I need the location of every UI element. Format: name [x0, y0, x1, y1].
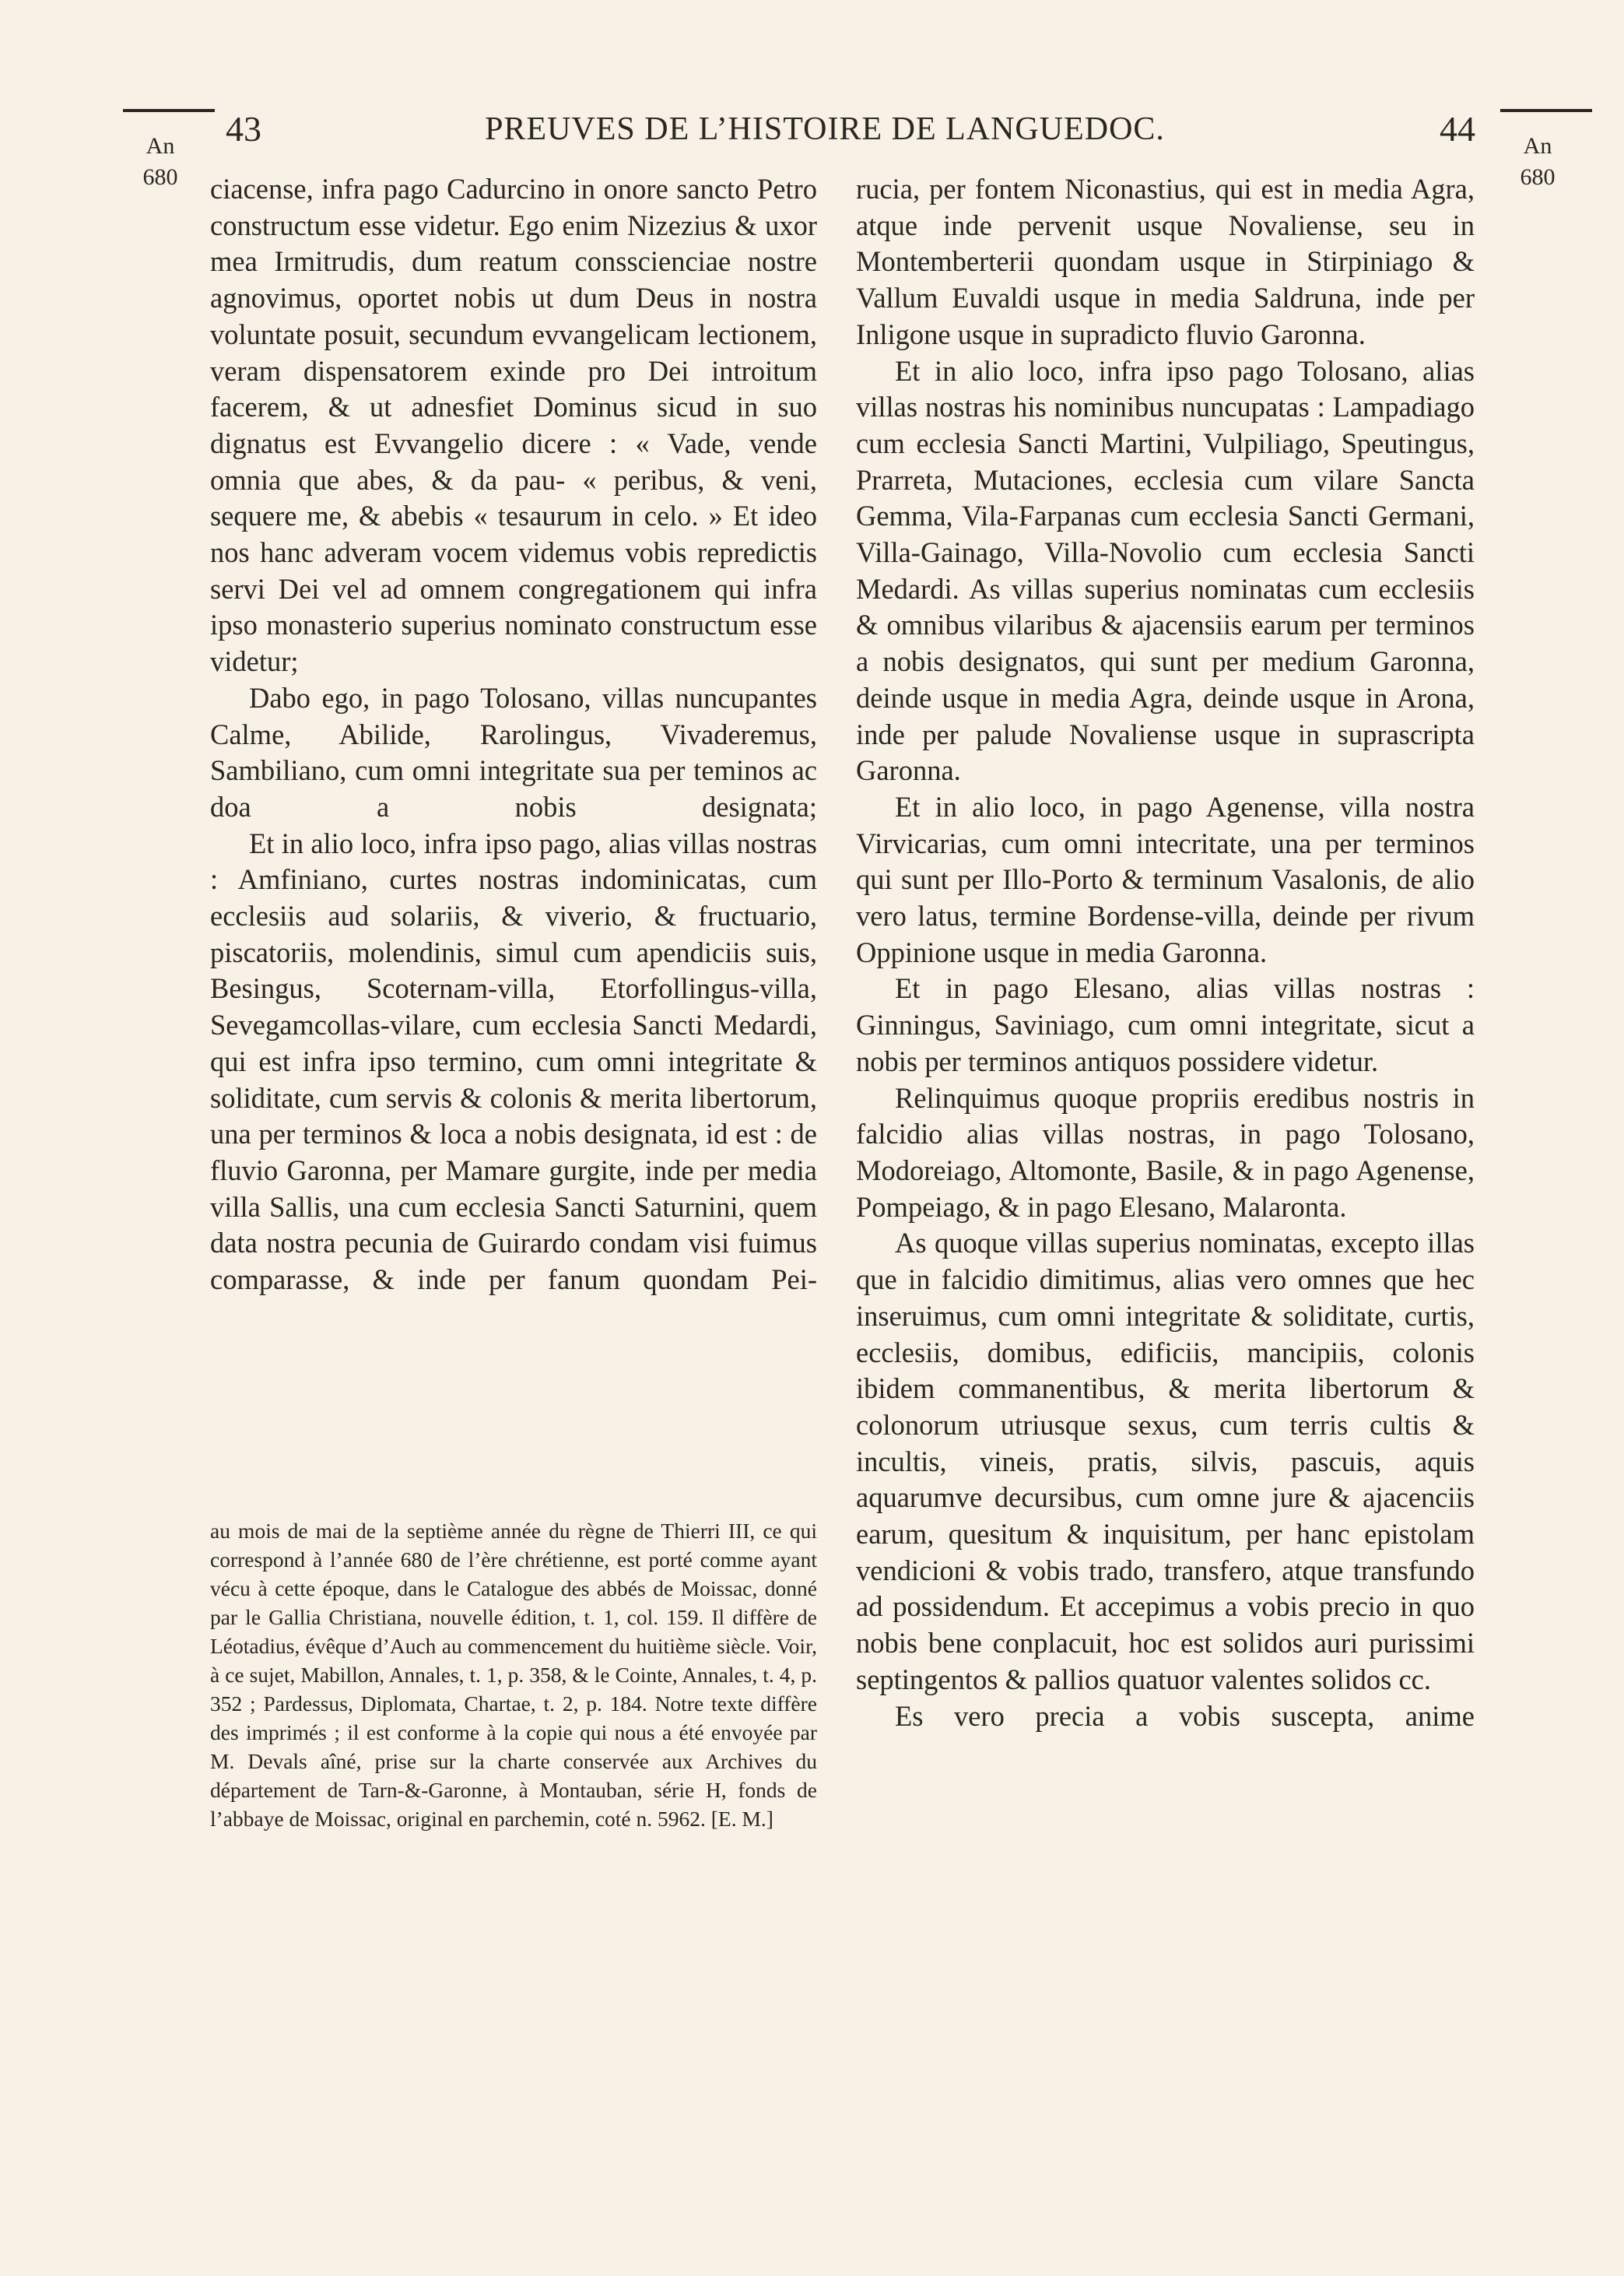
- left-margin-label: An: [146, 133, 175, 159]
- right-paragraph-5: Relinquimus quoque propriis eredibus nostris in falcidio alias villas nostras, in pago Tolosano, Modoreiago, Altomonte, Basile, & in pago Agenense, Pompeiago, & in pago Elesano, Malaronta.: [856, 1081, 1475, 1223]
- left-page-number: 43: [226, 109, 261, 149]
- right-margin-year-value: 680: [1520, 164, 1556, 190]
- right-paragraph-1: rucia, per fontem Niconastius, qui est in media Agra, atque inde pervenit usque Novaliense, seu in Montemberterii quondam usque in Stirpiniago & Vallum Euvaldi usque in media Saldruna, inde per Inligone usque in supradicto fluvio Garonna.: [856, 173, 1475, 350]
- left-column: [210, 171, 817, 1298]
- right-page-number: 44: [1440, 109, 1475, 149]
- left-paragraph-3: Et in alio loco, infra ipso pago, alias villas nostras : Amfiniano, curtes nostras indominicatas, cum ecclesiis aud solariis, & viverio, & fructuario, piscatoriis, molendinis, simul cum apendiciis suis, Besingus, Scoternam-villa, Etorfollingus-villa, Sevegamcollas-vilare, cum ecclesia Sancti Medardi, qui est infra ipso termino, cum omni integritate & soliditate, cum servis & colonis & merita libertorum, una per terminos & loca a nobis designata, id est : de fluvio Garonna, per Mamare gurgite, inde per media villa Sallis, una cum ecclesia Sancti Saturnini, quem data nostra pecunia de Guirardo condam visi fuimus comparasse, & inde per fanum quondam Pei-: [210, 827, 817, 1296]
- right-margin-rule: [1500, 109, 1592, 112]
- left-paragraph-1: ciacense, infra pago Cadurcino in onore sancto Petro constructum esse videtur. Ego enim Nizezius & uxor mea Irmitrudis, dum reatum consscienciae nostre agnovimus, oportet nobis ut dum Deus in nostra voluntate posuit, secundum evvangelicam lectionem, veram dispensatorem exinde pro Dei introitum facerem, & ut adnesfiet Dominus sicud in suo dignatus est Evvangelio dicere : « Vade, vende omnia que abes, & da pau- « peribus, & veni, sequere me, & abebis « tesaurum in celo. » Et ideo nos hanc adveram vocem videmus vobis repredictis servi Dei vel ad omnem congregationem qui infra ipso monasterio superius nominato constructum esse videtur;: [210, 173, 817, 678]
- right-paragraph-7: Es vero precia a vobis suscepta, anime: [895, 1699, 1475, 1732]
- right-margin-year: [1506, 131, 1569, 193]
- right-paragraph-2: Et in alio loco, infra ipso pago Tolosano, alias villas nostras his nominibus nuncupatas : Lampadiago cum ecclesia Sancti Martini, Vulpiliago, Speutingus, Prarreta, Mutaciones, ecclesia cum vilare Sancta Gemma, Vila-Farpanas cum ecclesia Sancti Germani, Villa-Gainago, Villa-Novolio cum ecclesia Sancti Medardi. As villas superius nominatas cum ecclesiis & omnibus vilaribus & ajacensiis earum per terminos a nobis designatos, qui sunt per medium Garonna, deinde usque in media Agra, deinde usque in Arona, inde per palude Novaliense usque in suprascripta Garonna.: [856, 354, 1475, 787]
- left-paragraph-2: Dabo ego, in pago Tolosano, villas nuncupantes Calme, Abilide, Rarolingus, Vivaderemus, Sambiliano, cum omni integritate sua per teminos ac doa a nobis designata;: [210, 681, 817, 823]
- right-column: [856, 171, 1475, 1734]
- right-margin-label: An: [1523, 133, 1552, 159]
- right-paragraph-4: Et in pago Elesano, alias villas nostras : Ginningus, Saviniago, cum omni integritate, sicut a nobis per terminos antiquos possidere videtur.: [856, 972, 1475, 1077]
- left-margin-year: [129, 131, 191, 193]
- footnote-text: au mois de mai de la septième année du règne de Thierri III, ce qui correspond à l’année 680 de l’ère chrétienne, est porté comme ayant vécu à cette époque, dans le Catalogue des abbés de Moissac, donné par le Gallia Christiana, nouvelle édition, t. 1, col. 159. Il diffère de Léotadius, évêque d’Auch au commencement du huitième siècle. Voir, à ce sujet, Mabillon, Annales, t. 1, p. 358, & le Cointe, Annales, t. 4, p. 352 ; Pardessus, Diplomata, Chartae, t. 2, p. 184. Notre texte diffère des imprimés ; il est conforme à la copie qui nous a été envoyée par M. Devals aîné, prise sur la charte conservée aux Archives du département de Tarn-&-Garonne, à Montauban, série H, fonds de l’abbaye de Moissac, original en parchemin, coté n. 5962. [E. M.]: [210, 1519, 817, 1831]
- right-paragraph-3: Et in alio loco, in pago Agenense, villa nostra Virvicarias, cum omni intecritate, una per terminos qui sunt per Illo-Porto & terminum Vasalonis, de alio vero latus, termine Bordense-villa, deinde per rivum Oppinione usque in media Garonna.: [856, 790, 1475, 968]
- right-paragraph-6: As quoque villas superius nominatas, excepto illas que in falcidio dimitimus, alias vero omnes que hec inseruimus, cum omni integritate & soliditate, curtis, ecclesiis, domibus, edificiis, mancipiis, colonis ibidem commanentibus, & merita libertorum & colonorum utriusque sexus, cum terris cultis & incultis, vineis, pratis, silvis, pascuis, aquis aquarumve decursibus, cum omne jure & ajacenciis earum, quesitum & inquisitum, per hanc epistolam vendicioni & vobis trado, transfero, atque transfundo ad possidendum. Et accepimus a vobis precio in quo nobis bene conplacuit, hoc est solidos auri purissimi septingentos & pallios quatuor valentes solidos cc.: [856, 1227, 1475, 1695]
- left-margin-year-value: 680: [142, 164, 178, 190]
- running-title: PREUVES DE L’HISTOIRE DE LANGUEDOC.: [485, 111, 1165, 147]
- footnote: [210, 1516, 817, 1833]
- left-margin-rule: [123, 109, 215, 112]
